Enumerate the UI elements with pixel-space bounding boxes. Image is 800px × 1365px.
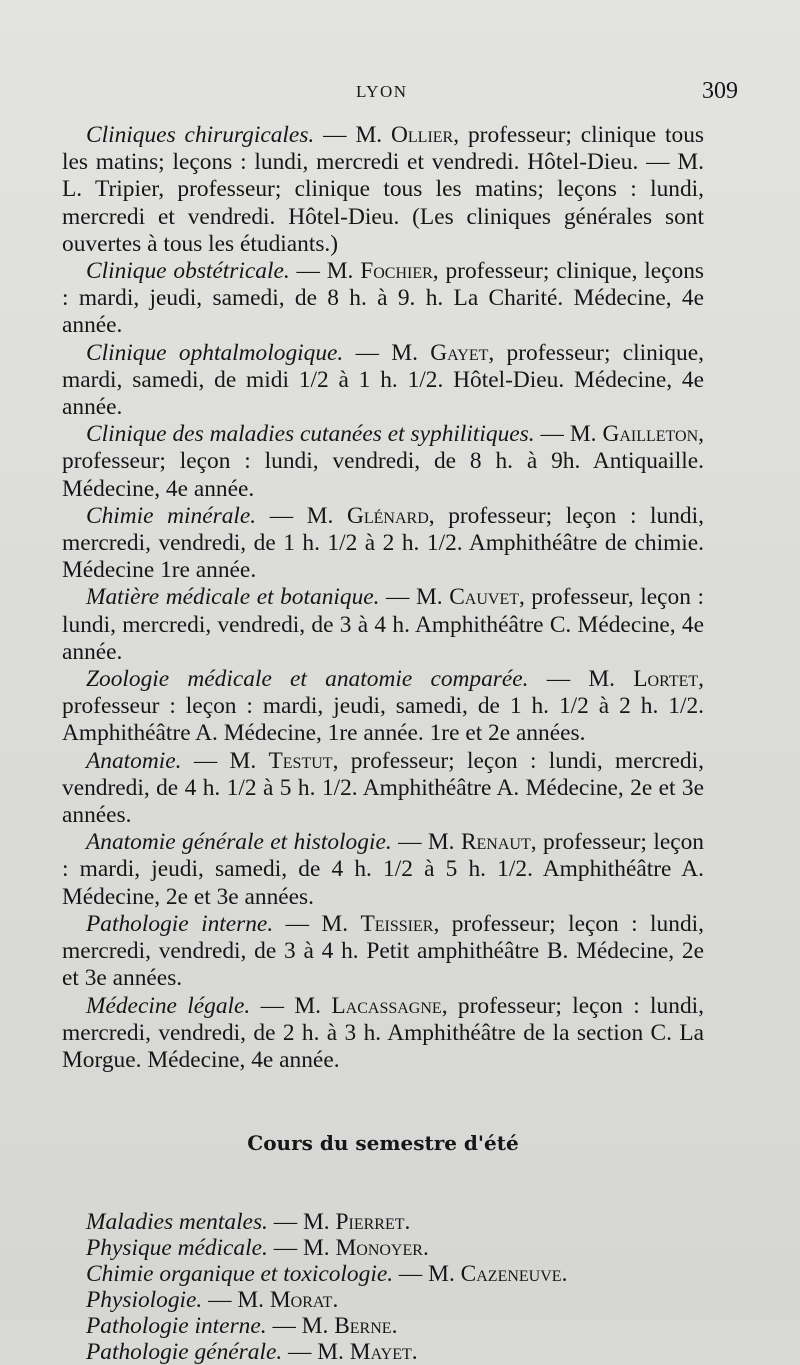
separator: — M. xyxy=(379,584,450,611)
separator: — M. xyxy=(256,502,347,529)
separator: — M. xyxy=(267,1209,336,1236)
section-title: Cours du semestre d'été xyxy=(247,1131,519,1156)
course-title: Zoologie médicale et anatomie comparée. xyxy=(86,666,529,693)
course-title: Physiologie. xyxy=(86,1287,203,1314)
course-details: , professeur; clinique, mardi, samedi, de midi 1/2 à 1 h. 1/2. Hôtel-Dieu. Médecine, 4e année. xyxy=(62,339,704,421)
professor-name: Glénard xyxy=(346,502,429,529)
course-entry xyxy=(62,584,704,666)
professor-name: Gailleton xyxy=(602,421,699,448)
course-entry xyxy=(62,258,704,340)
professor-name: Pierret xyxy=(335,1209,405,1236)
course-entry xyxy=(62,340,704,422)
professor-name: Renaut xyxy=(460,829,531,856)
course-details: . xyxy=(391,1313,398,1340)
separator: — M. xyxy=(266,1313,335,1340)
course-details: , professeur; leçon : lundi, mercredi, vendredi, de 4 h. 1/2 à 5 h. 1/2. Amphithéâtre A. Médecine, 2e et 3e années. xyxy=(62,747,704,829)
course-entry xyxy=(62,748,704,830)
separator: — M. xyxy=(314,122,391,148)
course-title: Pathologie interne. xyxy=(86,910,274,937)
course-title: Anatomie générale et histologie. xyxy=(86,829,392,856)
course-details: , professeur; clinique tous les matins; leçons : lundi, mercredi et vendredi. Hôtel-Dieu. — M. L. Tripier, professeur; clinique tous les matins; leçons : lundi, mercredi et vendredi. Hôtel-Dieu. (Les cliniques générales sont ouvertes à tous les étudiants.) xyxy=(62,122,704,257)
course-details: . xyxy=(411,1339,418,1365)
page-header xyxy=(0,78,800,108)
course-details: , professeur; leçon : lundi, mercredi, vendredi, de 3 à 4 h. Petit amphithéâtre B. Médecine, 2e et 3e années. xyxy=(62,910,704,992)
course-title: Chimie minérale. xyxy=(86,502,257,529)
professor-name: Cazeneuve xyxy=(460,1261,562,1288)
course-details: . xyxy=(332,1287,339,1314)
separator: — M. xyxy=(393,1261,461,1288)
running-head: LYON xyxy=(356,82,408,101)
course-details: , professeur; leçon : lundi, vendredi, de 8 h. à 9h. Antiquaille. Médecine, 4e année. xyxy=(62,421,704,502)
course-title: Cliniques chirurgicales. xyxy=(86,122,315,148)
course-entry xyxy=(62,1339,704,1365)
course-list xyxy=(62,122,704,1074)
professor-name: Morat xyxy=(269,1287,333,1314)
course-entry xyxy=(62,421,704,503)
separator: — M. xyxy=(250,992,332,1019)
summer-course-list xyxy=(62,1209,704,1365)
page-body xyxy=(62,122,704,1365)
professor-name: Monoyer xyxy=(335,1235,423,1262)
course-entry xyxy=(62,666,704,748)
separator: — M. xyxy=(181,747,269,774)
course-title: Matière médicale et botanique. xyxy=(86,584,380,611)
professor-name: Lortet xyxy=(633,666,699,693)
course-details: . xyxy=(422,1235,429,1262)
course-title: Maladies mentales. xyxy=(86,1209,268,1236)
professor-name: Lacassagne xyxy=(331,992,442,1019)
separator: — M. xyxy=(528,666,634,693)
course-entry xyxy=(62,503,704,585)
course-title: Chimie organique et toxicologie. xyxy=(86,1261,394,1288)
course-entry xyxy=(62,1313,704,1339)
course-entry xyxy=(62,911,704,993)
professor-name: Testut xyxy=(268,747,333,774)
course-title: Clinique obstétricale. xyxy=(86,258,290,285)
separator: — M. xyxy=(267,1235,336,1262)
course-title: Médecine légale. xyxy=(86,992,251,1019)
course-entry xyxy=(62,1235,704,1261)
professor-name: Ollier xyxy=(391,122,454,148)
professor-name: Gayet xyxy=(430,339,489,366)
course-entry xyxy=(62,122,704,258)
separator: — M. xyxy=(202,1287,270,1314)
separator: — M. xyxy=(391,829,461,856)
course-details: , professeur; leçon : lundi, mercredi, vendredi, de 2 h. à 3 h. Amphithéâtre de la section C. La Morgue. Médecine, 4e année. xyxy=(62,992,704,1073)
course-title: Clinique ophtalmologique. xyxy=(86,339,344,366)
course-details: . xyxy=(561,1261,568,1288)
page-number: 309 xyxy=(702,78,738,104)
professor-name: Berne xyxy=(334,1313,392,1340)
course-details: , professeur; clinique, leçons : mardi, jeudi, samedi, de 8 h. à 9. h. La Charité. Médecine, 4e année. xyxy=(62,258,704,339)
professor-name: Teissier xyxy=(360,910,434,937)
separator: — M. xyxy=(282,1339,350,1365)
course-title: Physique médicale. xyxy=(86,1235,268,1262)
course-entry xyxy=(62,993,704,1075)
course-details: , professeur; leçon : lundi, mercredi, vendredi, de 1 h. 1/2 à 2 h. 1/2. Amphithéâtre de chimie. Médecine 1re année. xyxy=(62,502,704,584)
professor-name: Fochier xyxy=(360,258,433,285)
professor-name: Cauvet xyxy=(449,584,519,611)
separator: — M. xyxy=(273,910,361,937)
course-title: Clinique des maladies cutanées et syphilitiques. xyxy=(86,421,535,448)
course-details: , professeur; leçon : mardi, jeudi, samedi, de 4 h. 1/2 à 5 h. 1/2. Amphithéâtre A. Médecine, 2e et 3e années. xyxy=(62,829,704,910)
course-details: , professeur : leçon : mardi, jeudi, samedi, de 1 h. 1/2 à 2 h. 1/2. Amphithéâtre A. Médecine, 1re année. 1re et 2e années. xyxy=(62,666,704,747)
course-entry xyxy=(62,1261,704,1287)
course-details: , professeur, leçon : lundi, mercredi, vendredi, de 3 à 4 h. Amphithéâtre C. Médecine, 4e année. xyxy=(62,584,704,665)
separator: — M. xyxy=(289,258,361,285)
course-entry xyxy=(62,1287,704,1313)
separator: — M. xyxy=(343,339,431,366)
professor-name: Mayet xyxy=(349,1339,412,1365)
course-title: Anatomie. xyxy=(86,747,182,774)
course-entry xyxy=(62,1209,704,1235)
course-title: Pathologie interne. xyxy=(86,1313,267,1340)
course-details: . xyxy=(404,1209,411,1236)
course-title: Pathologie générale. xyxy=(86,1339,283,1365)
course-entry xyxy=(62,829,704,911)
separator: — M. xyxy=(534,421,603,448)
